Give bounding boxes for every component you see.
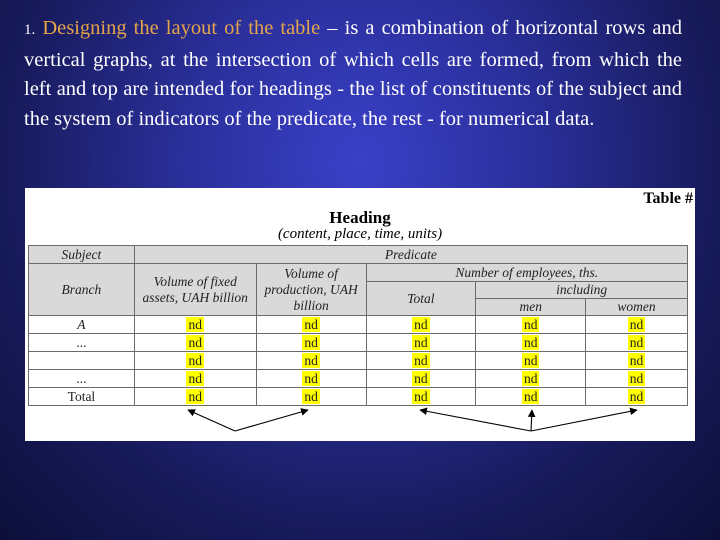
women-header: women: [586, 299, 688, 316]
data-cell: nd: [523, 388, 538, 404]
arrow-line: [531, 410, 532, 431]
row-label: ...: [29, 370, 135, 388]
highlighted-term: Designing the layout of the table: [42, 17, 321, 39]
arrow-line: [531, 410, 637, 431]
data-cell: nd: [523, 316, 538, 332]
data-cell: nd: [304, 370, 318, 386]
data-cell: nd: [188, 334, 202, 350]
including-header: including: [476, 282, 688, 299]
row-label: Total: [29, 388, 135, 406]
arrow-line: [420, 410, 531, 431]
production-header: Volume of production, UAH billion: [256, 264, 366, 316]
row-label: ...: [29, 334, 135, 352]
predicate-header: Predicate: [134, 246, 687, 264]
data-cell: nd: [304, 352, 318, 368]
data-cell: nd: [414, 370, 428, 386]
arrow-line: [188, 410, 235, 431]
data-cell: nd: [629, 388, 644, 404]
item-number: 1.: [24, 22, 36, 38]
pointer-arrows: [25, 188, 695, 441]
table-number-label: Table #: [643, 190, 693, 207]
men-header: men: [476, 299, 586, 316]
data-cell: nd: [414, 388, 428, 404]
table-subheading: (content, place, time, units): [277, 226, 443, 242]
description-paragraph: [24, 14, 682, 134]
data-cell: nd: [629, 352, 644, 368]
employees-header: Number of employees, ths.: [366, 264, 687, 282]
arrow-line: [235, 410, 308, 431]
table-layout-figure: [25, 188, 695, 441]
data-cell: nd: [414, 334, 428, 350]
total-header: Total: [366, 282, 476, 316]
data-cell: nd: [304, 316, 318, 332]
data-cell: nd: [304, 334, 318, 350]
data-cell: nd: [414, 352, 428, 368]
table-heading: Heading: [329, 208, 391, 227]
data-cell: nd: [523, 370, 538, 386]
dash: –: [320, 17, 345, 39]
data-cell: nd: [523, 352, 538, 368]
data-cell: nd: [188, 352, 202, 368]
data-cell: nd: [188, 316, 202, 332]
branch-header: Branch: [29, 264, 135, 316]
data-cell: nd: [629, 334, 644, 350]
row-label: A: [29, 316, 135, 334]
data-cell: nd: [304, 388, 318, 404]
subject-header: Subject: [29, 246, 135, 264]
data-cell: nd: [629, 316, 644, 332]
fixed-assets-header: Volume of fixed assets, UAH billion: [134, 264, 256, 316]
data-cell: nd: [188, 370, 202, 386]
paragraph-text: is a combination of horizontal rows and vertical graphs, at the intersection of which cells are formed, from which the left and top are intended for headings - the list of constituents of the subject and the system of indicators of the predicate, the rest - for numerical data.: [24, 17, 682, 130]
data-cell: nd: [414, 316, 428, 332]
data-cell: nd: [188, 388, 202, 404]
data-cell: nd: [523, 334, 538, 350]
data-cell: nd: [629, 370, 644, 386]
